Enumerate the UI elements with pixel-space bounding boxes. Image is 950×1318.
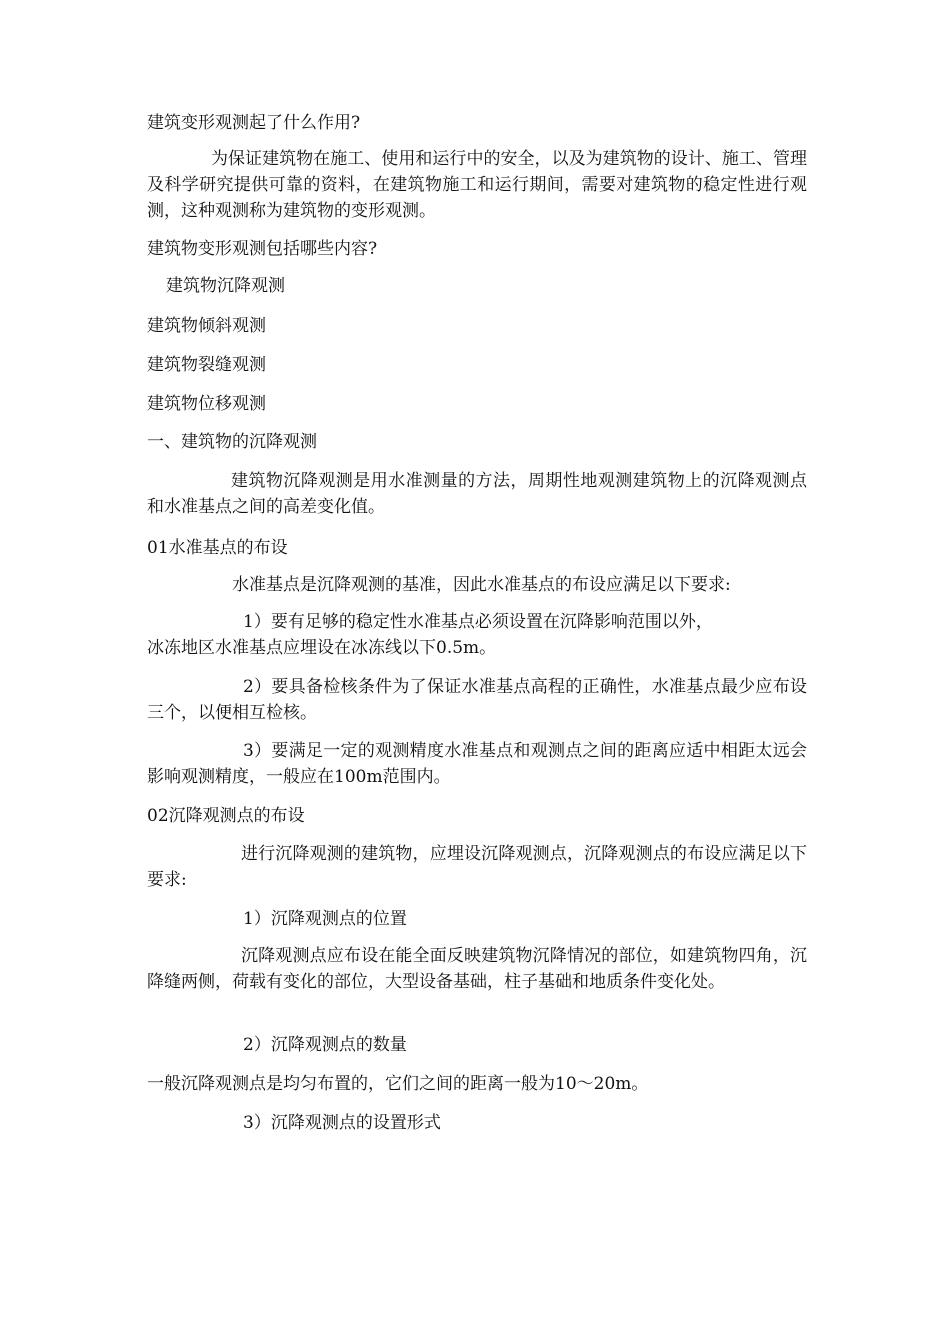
subsection-point-location: 1）沉降观测点的位置 bbox=[243, 909, 407, 929]
paragraph-benchmark-requirements: 水准基点是沉降观测的基准，因此水准基点的布设应满足以下要求: bbox=[232, 575, 731, 595]
list-item-displacement: 建筑物位移观测 bbox=[147, 394, 266, 414]
subsection-point-form: 3）沉降观测点的设置形式 bbox=[243, 1113, 441, 1133]
paragraph-settlement-method: 建筑物沉降观测是用水准测量的方法，周期性地观测建筑物上的沉降观测点和水准基点之间的高差变化值。 bbox=[147, 471, 807, 517]
requirement-2: 2）要具备检核条件为了保证水准基点高程的正确性，水准基点最少应布设三个，以便相互检核。 bbox=[147, 677, 807, 723]
paragraph-deformation-definition: 为保证建筑物在施工、使用和运行中的安全，以及为建筑物的设计、施工、管理及科学研究提供可靠的资料，在建筑物施工和运行期间，需要对建筑物的稳定性进行观测，这种观测称为建筑物的变形观测。 bbox=[147, 149, 807, 221]
list-item-crack: 建筑物裂缝观测 bbox=[147, 355, 266, 375]
subheading-observation-points: 02沉降观测点的布设 bbox=[147, 806, 305, 826]
subheading-benchmark-layout: 01水准基点的布设 bbox=[147, 538, 288, 558]
paragraph-point-location: 沉降观测点应布设在能全面反映建筑物沉降情况的部位，如建筑物四角，沉降缝两侧，荷载有变化的部位，大型设备基础，柱子基础和地质条件变化处。 bbox=[147, 946, 807, 992]
question-deformation-contents: 建筑物变形观测包括哪些内容? bbox=[147, 239, 378, 259]
question-deformation-purpose: 建筑变形观测起了什么作用? bbox=[147, 113, 361, 133]
subsection-point-quantity: 2）沉降观测点的数量 bbox=[243, 1035, 407, 1055]
section-heading-settlement: 一、建筑物的沉降观测 bbox=[147, 432, 317, 452]
requirement-1-line-2: 冰冻地区水准基点应埋设在冰冻线以下0.5m。 bbox=[147, 638, 497, 658]
requirement-3: 3）要满足一定的观测精度水准基点和观测点之间的距离应适中相距太远会影响观测精度，一般应在100m范围内。 bbox=[147, 741, 807, 787]
requirement-1-line-1: 1）要有足够的稳定性水准基点必须设置在沉降影响范围以外， bbox=[243, 612, 713, 632]
paragraph-point-quantity: 一般沉降观测点是均匀布置的，它们之间的距离一般为10～20m。 bbox=[147, 1074, 649, 1094]
paragraph-observation-points-requirements: 进行沉降观测的建筑物，应埋设沉降观测点，沉降观测点的布设应满足以下要求: bbox=[147, 844, 807, 890]
list-item-tilt: 建筑物倾斜观测 bbox=[147, 316, 266, 336]
list-item-settlement: 建筑物沉降观测 bbox=[166, 276, 285, 296]
